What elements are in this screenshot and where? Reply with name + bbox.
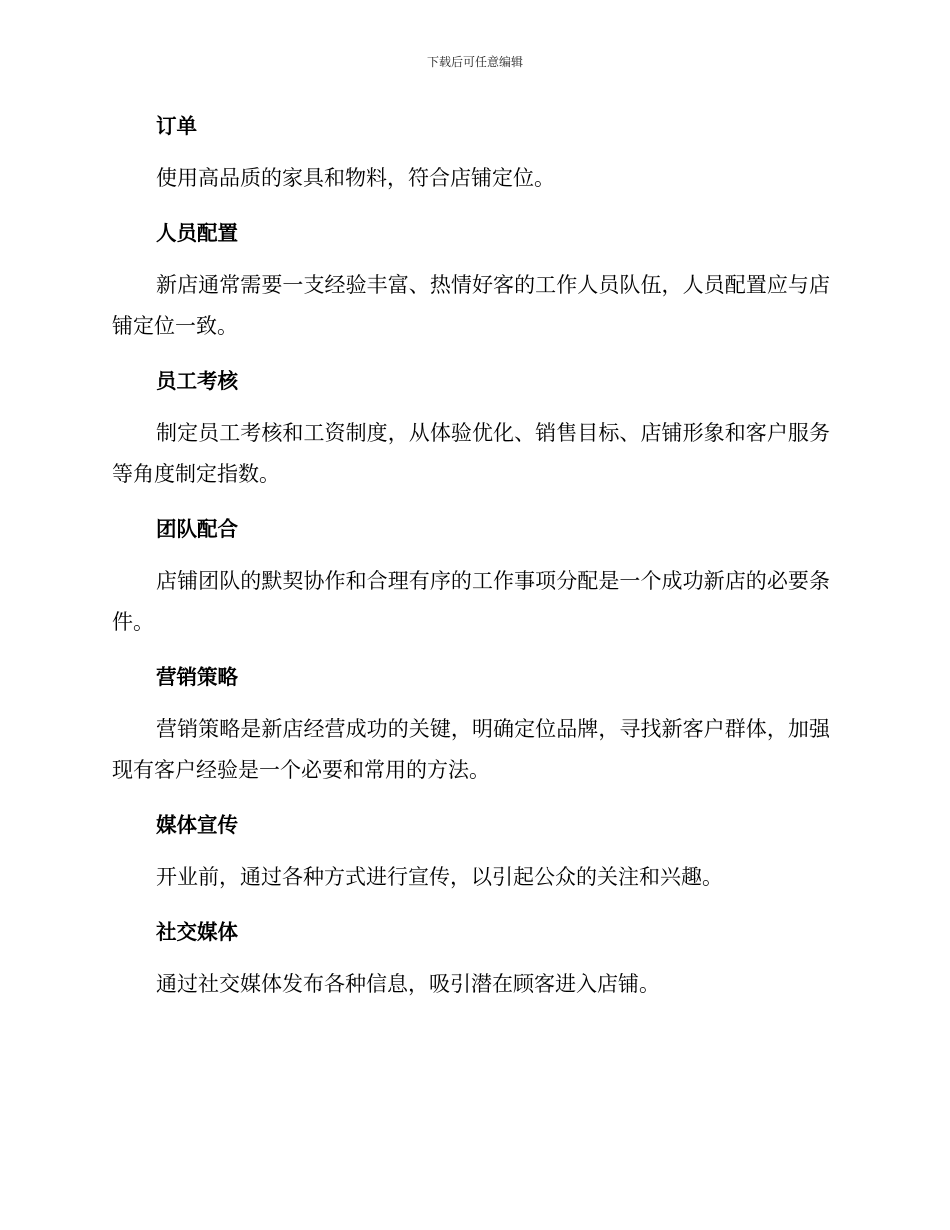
section-paragraph-order: 使用高品质的家具和物料，符合店铺定位。: [156, 166, 555, 190]
section-paragraph-social-media: 通过社交媒体发布各种信息，吸引潜在顾客进入店铺。: [156, 972, 660, 996]
page-header: 下载后可任意编辑: [426, 55, 523, 69]
document-body: [112, 104, 830, 1017]
section-paragraph-media-promotion: 开业前，通过各种方式进行宣传，以引起公众的关注和兴趣。: [156, 865, 723, 889]
section-heading-social-media: 社交媒体: [156, 920, 238, 944]
section-heading-marketing-strategy: 营销策略: [156, 665, 238, 689]
section-paragraph-teamwork: 店铺团队的默契协作和合理有序的工作事项分配是一个成功新店的必要条件。: [112, 569, 830, 634]
section-paragraph-staffing: 新店通常需要一支经验丰富、热情好客的工作人员队伍，人员配置应与店铺定位一致。: [112, 273, 830, 338]
section-heading-teamwork: 团队配合: [156, 517, 238, 541]
section-paragraph-marketing-strategy: 营销策略是新店经营成功的关键，明确定位品牌，寻找新客户群体，加强现有客户经验是一个必要和常用的方法。: [112, 717, 830, 782]
section-paragraph-staff-evaluation: 制定员工考核和工资制度，从体验优化、销售目标、店铺形象和客户服务等角度制定指数。: [112, 421, 830, 486]
section-heading-media-promotion: 媒体宣传: [156, 813, 238, 837]
section-heading-staffing: 人员配置: [156, 221, 238, 245]
section-heading-order: 订单: [156, 114, 197, 138]
section-heading-staff-evaluation: 员工考核: [156, 369, 238, 393]
